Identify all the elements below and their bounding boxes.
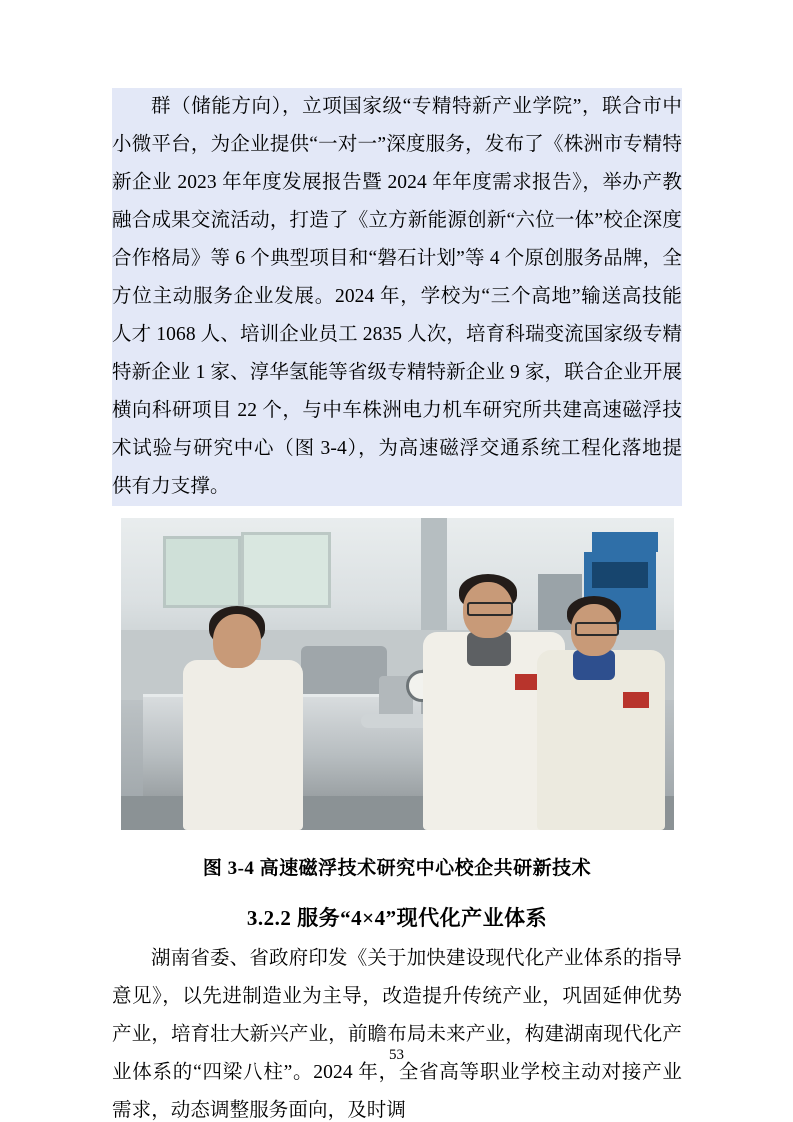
body-paragraph: 湖南省委、省政府印发《关于加快建设现代化产业体系的指导意见》，以先进制造业为主导，改造提升传统产业，巩固延伸优势产业，培育壮大新兴产业，前瞻布局未来产业，构建湖南现代化产业体系的“四梁八柱”。2024 年，全省高等职业学校主动对接产业需求，动态调整服务面向，及时调 <box>112 948 682 1121</box>
section-heading: 3.2.2 服务“4×4”现代化产业体系 <box>246 906 548 930</box>
page-content <box>112 88 682 1122</box>
photo-person-right <box>537 596 669 830</box>
figure-image <box>121 518 674 830</box>
figure-block <box>112 518 682 880</box>
photo-person-glasses <box>467 602 513 616</box>
photo-person-jacket <box>183 660 303 830</box>
photo-person-head <box>213 614 261 668</box>
photo-person-left <box>181 606 309 830</box>
photo-person-logo <box>623 692 649 708</box>
photo-signboard <box>592 532 658 552</box>
photo-window-left <box>163 536 241 608</box>
figure-caption: 图 3-4 高速磁浮技术研究中心校企共研新技术 <box>202 858 592 879</box>
photo-person-glasses <box>575 622 619 636</box>
page-number: 53 <box>389 1047 404 1063</box>
photo-window-right <box>241 532 331 608</box>
highlighted-paragraph: 群（储能方向），立项国家级“专精特新产业学院”，联合市中小微平台，为企业提供“一对一”深度服务，发布了《株洲市专精特新企业 2023 年年度发展报告暨 2024 年年度需求报告》，举办产教融合成果交流活动，打造了《立方新能源创新“六位一体”校企深度合作格局》等 6 个典型项目和“磐石计划”等 4 个原创服务品牌，全方位主动服务企业发展。2024 年，学校为“三个高地”输送高技能人才 1068 人、培训企业员工 2835 人次，培育科瑞变流国家级专精特新企业 1 家、淳华氢能等省级专精特新企业 9 家，联合企业开展横向科研项目 22 个，与中车株洲电力机车研究所共建高速磁浮技术试验与研究中心（图 3-4），为高速磁浮交通系统工程化落地提供有力支撑。 <box>112 88 682 506</box>
